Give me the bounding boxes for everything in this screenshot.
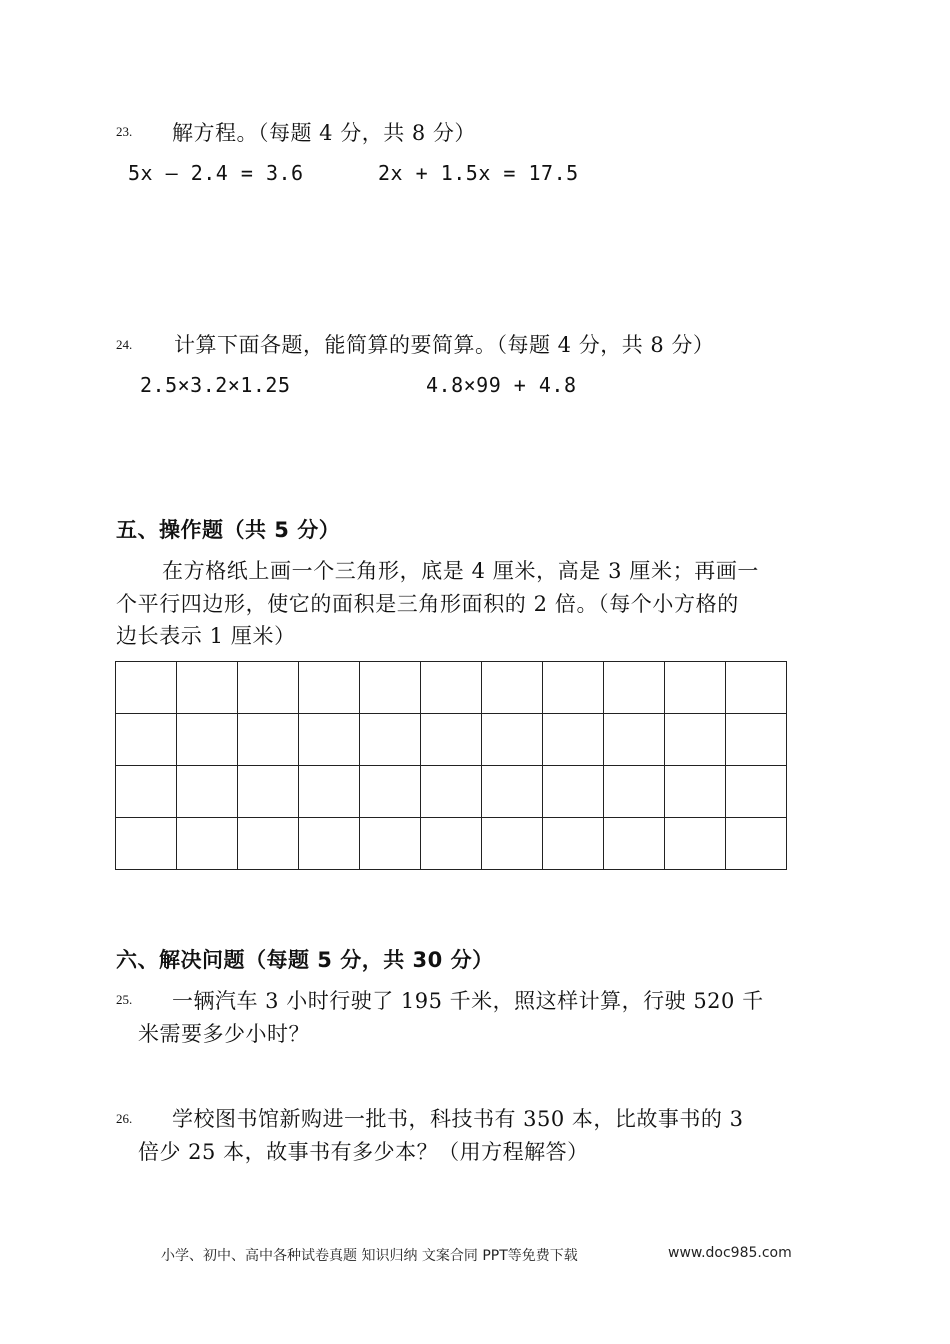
grid-cell <box>604 662 665 714</box>
question-26-number: 26. <box>116 1111 133 1126</box>
grid-row <box>116 714 787 766</box>
grid-paper <box>115 661 787 870</box>
grid-cell <box>665 714 726 766</box>
grid-cell <box>482 662 543 714</box>
question-25-line-1: 一辆汽车 3 小时行驶了 195 千米，照这样计算，行驶 520 千 <box>172 989 764 1013</box>
grid-cell <box>543 818 604 870</box>
question-25-number: 25. <box>116 992 133 1007</box>
grid-cell <box>421 662 482 714</box>
question-26-line-1: 学校图书馆新购进一批书，科技书有 350 本，比故事书的 3 <box>172 1107 744 1131</box>
grid-cell <box>238 818 299 870</box>
grid-cell <box>726 662 787 714</box>
grid-cell <box>238 662 299 714</box>
grid-cell <box>482 714 543 766</box>
grid-cell <box>177 766 238 818</box>
grid-cell <box>726 714 787 766</box>
expression-1: 2.5×3.2×1.25 <box>140 373 291 397</box>
question-24-number: 24. <box>116 337 133 352</box>
grid-row <box>116 662 787 714</box>
question-24-title: 计算下面各题，能简算的要简算。（每题 4 分，共 8 分） <box>174 333 715 357</box>
grid-cell <box>543 714 604 766</box>
grid-cell <box>360 662 421 714</box>
footer-url[interactable]: www.doc985.com <box>668 1245 792 1261</box>
footer-text: 小学、初中、高中各种试卷真题 知识归纳 文案合同 PPT等免费下载 <box>161 1248 578 1264</box>
grid-cell <box>482 766 543 818</box>
section-5-text-line-2: 个平行四边形，使它的面积是三角形面积的 2 倍。（每个小方格的 <box>116 592 739 616</box>
expression-2: 4.8×99 + 4.8 <box>426 373 577 397</box>
grid-cell <box>116 818 177 870</box>
grid-cell <box>421 714 482 766</box>
grid-cell <box>604 714 665 766</box>
question-23-number: 23. <box>116 124 133 139</box>
question-25-line-2: 米需要多少小时？ <box>138 1022 310 1046</box>
grid-cell <box>543 766 604 818</box>
grid-cell <box>665 766 726 818</box>
grid-cell <box>360 818 421 870</box>
section-5-heading: 五、操作题（共 5 分） <box>116 518 341 542</box>
question-23-title: 解方程。（每题 4 分，共 8 分） <box>172 121 476 145</box>
section-5-text-line-1: 在方格纸上画一个三角形，底是 4 厘米，高是 3 厘米；再画一 <box>162 559 760 583</box>
grid-cell <box>665 818 726 870</box>
grid-cell <box>116 714 177 766</box>
grid-cell <box>116 766 177 818</box>
grid-cell <box>665 662 726 714</box>
grid-cell <box>299 714 360 766</box>
grid-cell <box>177 714 238 766</box>
question-26-line-2: 倍少 25 本，故事书有多少本？（用方程解答） <box>138 1140 589 1164</box>
grid-row <box>116 818 787 870</box>
grid-cell <box>421 766 482 818</box>
grid-row <box>116 766 787 818</box>
equation-1: 5x – 2.4 = 3.6 <box>128 161 304 185</box>
section-5-text-line-3: 边长表示 1 厘米） <box>116 624 296 648</box>
grid-cell <box>299 662 360 714</box>
grid-cell <box>604 766 665 818</box>
grid-cell <box>482 818 543 870</box>
grid-cell <box>177 818 238 870</box>
grid-cell <box>726 766 787 818</box>
grid-cell <box>116 662 177 714</box>
grid-cell <box>543 662 604 714</box>
grid-cell <box>604 818 665 870</box>
grid-cell <box>238 714 299 766</box>
grid-cell <box>421 818 482 870</box>
grid-cell <box>360 714 421 766</box>
grid-cell <box>360 766 421 818</box>
grid-cell <box>299 818 360 870</box>
grid-cell <box>177 662 238 714</box>
section-6-heading: 六、解决问题（每题 5 分，共 30 分） <box>116 948 494 972</box>
grid-cell <box>726 818 787 870</box>
equation-2: 2x + 1.5x = 17.5 <box>378 161 579 185</box>
grid-cell <box>299 766 360 818</box>
grid-cell <box>238 766 299 818</box>
